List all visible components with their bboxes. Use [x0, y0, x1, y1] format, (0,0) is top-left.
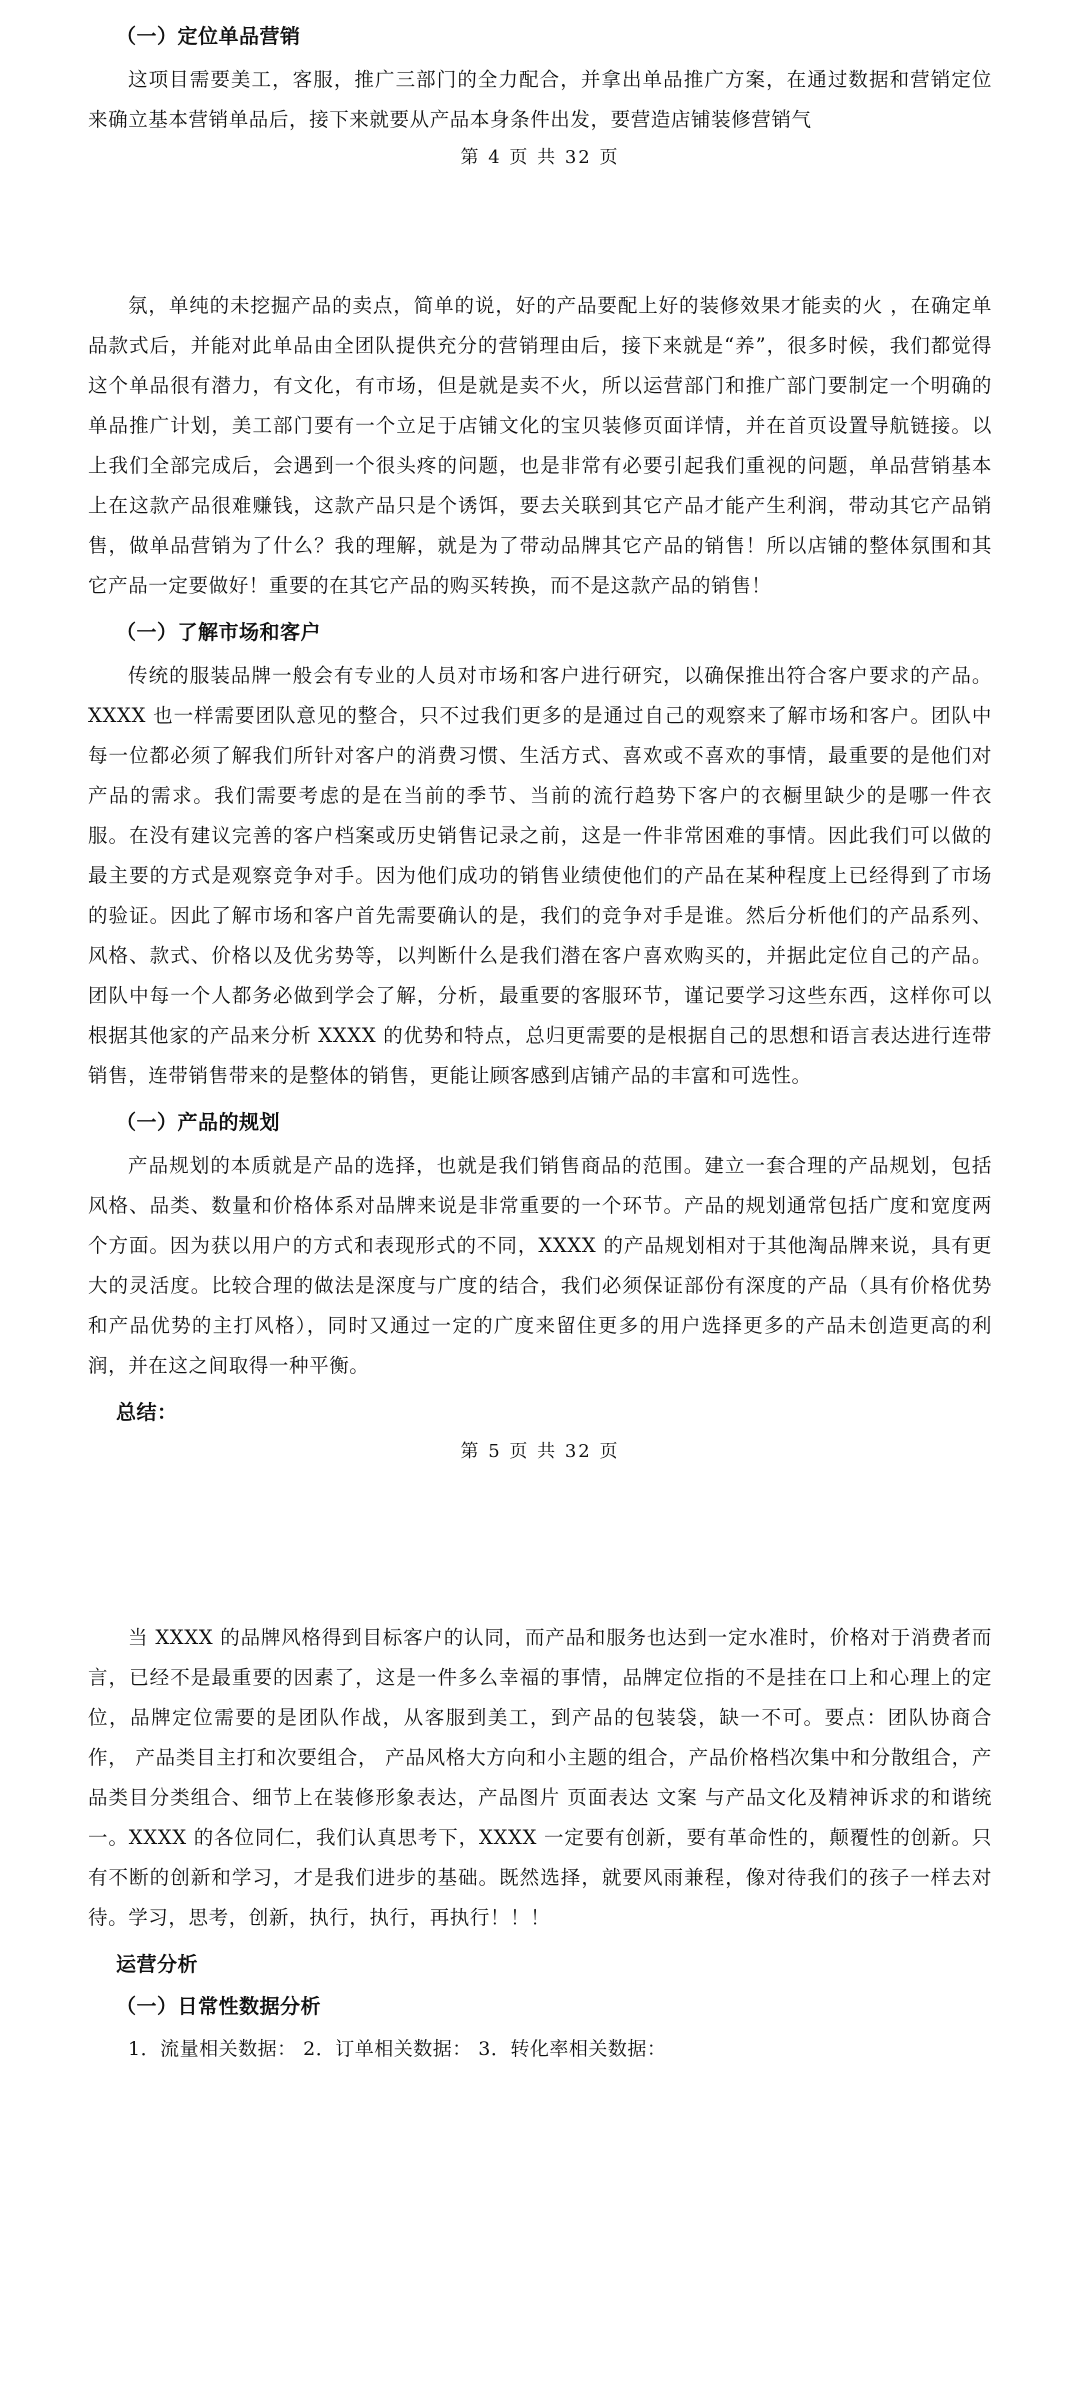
heading-summary: 总结：	[116, 1399, 178, 1424]
document-body	[88, 20, 992, 2068]
page-break-gap-2	[88, 1468, 992, 1618]
heading-daily-data-analysis: （一）日常性数据分析	[116, 1993, 321, 2018]
heading-positioning-single-product-marketing: （一）定位单品营销	[116, 24, 301, 48]
page-break-gap-1	[88, 174, 992, 286]
paragraph-product-planning-body: 产品规划的本质就是产品的选择，也就是我们销售商品的范围。建立一套合理的产品规划，包括风格、品类、数量和价格体系对品牌来说是非常重要的一个环节。产品的规划通常包括广度和宽度两个方面。因为获以用户的方式和表现形式的不同，XXXX 的产品规划相对于其他淘品牌来说，具有更大的灵活度。比较合理的做法是深度与广度的结合，我们必须保证部份有深度的产品（具有价格优势和产品优势的主打风格），同时又通过一定的广度来留住更多的用户选择更多的产品未创造更高的利润，并在这之间取得一种平衡。	[88, 1153, 992, 1377]
page-number-4: 第 4 页 共 32 页	[460, 146, 620, 168]
paragraph-positioning-intro: 这项目需要美工，客服，推广三部门的全力配合，并拿出单品推广方案，在通过数据和营销定位来确立基本营销单品后，接下来就要从产品本身条件出发，要营造店铺装修营销气	[88, 68, 992, 131]
heading-operations-analysis: 运营分析	[116, 1951, 198, 1976]
paragraph-understand-market-body: 传统的服装品牌一般会有专业的人员对市场和客户进行研究，以确保推出符合客户要求的产品。XXXX 也一样需要团队意见的整合，只不过我们更多的是通过自己的观察来了解市场和客户。团队中每一位都必须了解我们所针对客户的消费习惯、生活方式、喜欢或不喜欢的事情，最重要的是他们对产品的需求。我们需要考虑的是在当前的季节、当前的流行趋势下客户的衣橱里缺少的是哪一件衣服。在没有建议完善的客户档案或历史销售记录之前，这是一件非常困难的事情。因此我们可以做的最主要的方式是观察竞争对手。因为他们成功的销售业绩使他们的产品在某种程度上已经得到了市场的验证。因此了解市场和客户首先需要确认的是，我们的竞争对手是谁。然后分析他们的产品系列、风格、款式、价格以及优劣势等，以判断什么是我们潜在客户喜欢购买的，并据此定位自己的产品。团队中每一个人都务必做到学会了解，分析，最重要的客服环节，谨记要学习这些东西，这样你可以根据其他家的产品来分析 XXXX 的优势和特点，总归更需要的是根据自己的思想和语言表达进行连带销售，连带销售带来的是整体的销售，更能让顾客感到店铺产品的丰富和可选性。	[88, 664, 992, 1087]
heading-product-planning: （一）产品的规划	[116, 1109, 280, 1134]
list-item-data-types: 1．流量相关数据： 2．订单相关数据： 3．转化率相关数据：	[128, 2037, 667, 2060]
page-number-5: 第 5 页 共 32 页	[460, 1440, 620, 1462]
paragraph-positioning-continued: 氛，单纯的未挖掘产品的卖点，简单的说，好的产品要配上好的装修效果才能卖的火 ，在确定单品款式后，并能对此单品由全团队提供充分的营销理由后，接下来就是“养”，很多时候，我们都觉得这个单品很有潜力，有文化，有市场，但是就是卖不火，所以运营部门和推广部门要制定一个明确的单品推广计划，美工部门要有一个立足于店铺文化的宝贝装修页面详情，并在首页设置导航链接。以上我们全部完成后，会遇到一个很头疼的问题，也是非常有必要引起我们重视的问题，单品营销基本上在这款产品很难赚钱，这款产品只是个诱饵，要去关联到其它产品才能产生利润，带动其它产品销售，做单品营销为了什么？我的理解，就是为了带动品牌其它产品的销售！所以店铺的整体氛围和其它产品一定要做好！重要的在其它产品的购买转换，而不是这款产品的销售！	[88, 294, 992, 598]
paragraph-summary-body: 当 XXXX 的品牌风格得到目标客户的认同，而产品和服务也达到一定水准时，价格对于消费者而言，已经不是最重要的因素了，这是一件多么幸福的事情，品牌定位指的不是挂在口上和心理上的定位，品牌定位需要的是团队作战，从客服到美工，到产品的包装袋，缺一不可。要点：团队协商合作， 产品类目主打和次要组合， 产品风格大方向和小主题的组合，产品价格档次集中和分散组合，产品类目分类组合、细节上在装修形象表达，产品图片 页面表达 文案 与产品文化及精神诉求的和谐统一。XXXX 的各位同仁，我们认真思考下，XXXX 一定要有创新，要有革命性的，颠覆性的创新。只有不断的创新和学习，才是我们进步的基础。既然选择，就要风雨兼程，像对待我们的孩子一样去对待。学习，思考，创新，执行，执行，再执行！！！	[88, 1625, 992, 1929]
heading-understand-market-and-customers: （一）了解市场和客户	[116, 620, 321, 645]
